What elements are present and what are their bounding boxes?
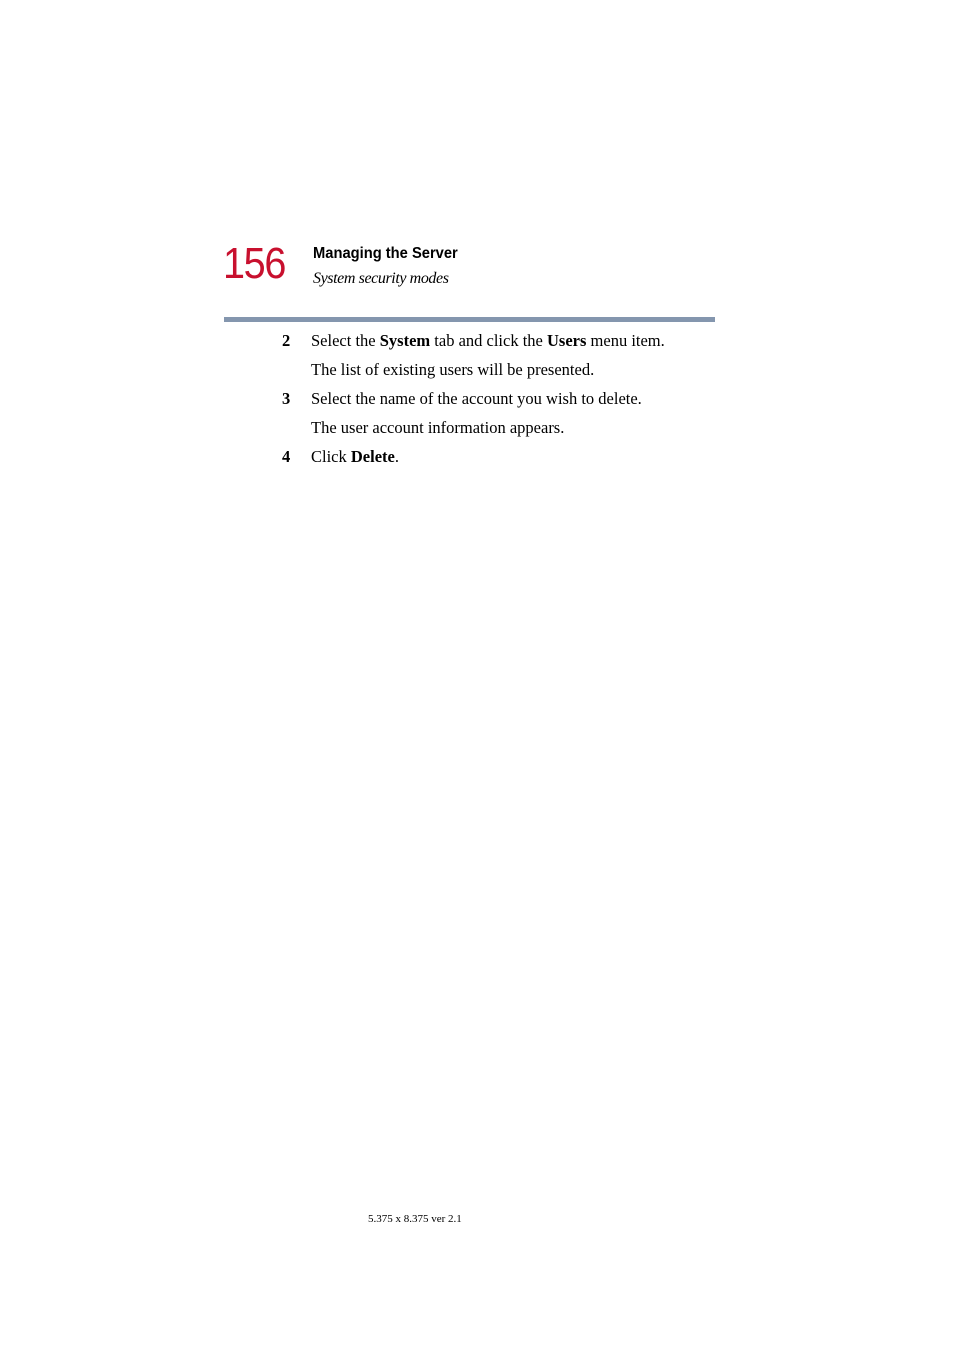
- step-text-fragment: tab and click the: [430, 331, 547, 350]
- step-number: 3: [282, 389, 291, 408]
- chapter-title: Managing the Server: [313, 245, 458, 262]
- step-text-fragment: Click: [311, 447, 351, 466]
- step-2-result: The list of existing users will be presented.: [311, 360, 595, 379]
- section-title: System security modes: [313, 270, 449, 287]
- step-instruction: [311, 446, 399, 468]
- step-number: 4: [282, 447, 291, 466]
- footer-note: 5.375 x 8.375 ver 2.1: [368, 1213, 462, 1225]
- step-text-fragment: Select the: [311, 331, 380, 350]
- step-instruction: Select the name of the account you wish to delete.: [311, 389, 642, 408]
- ui-term-system-tab: System: [379, 331, 431, 350]
- step-number: 2: [282, 331, 291, 350]
- header-rule: [224, 317, 715, 322]
- ui-term-users-menu-item: Users: [547, 331, 587, 350]
- step-text-fragment: .: [394, 447, 399, 466]
- step-3-result: The user account information appears.: [311, 418, 565, 437]
- page-number: 156: [223, 239, 286, 288]
- step-instruction: [311, 330, 665, 352]
- step-text-fragment: menu item.: [586, 331, 665, 350]
- ui-term-delete-button: Delete: [350, 447, 395, 466]
